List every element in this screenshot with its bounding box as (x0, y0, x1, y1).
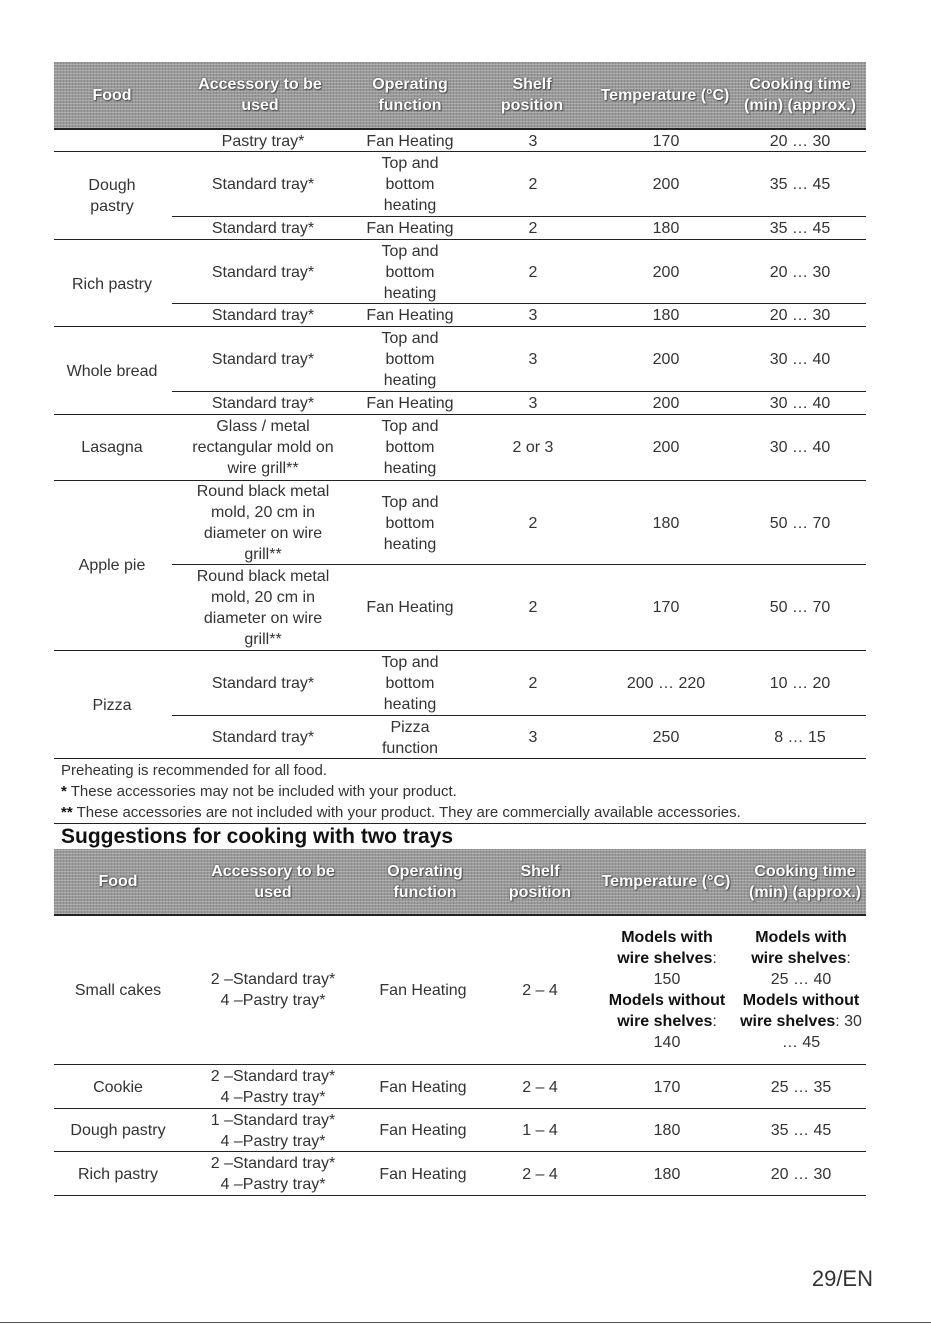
accessory-line: 4 –Pastry tray* (220, 992, 326, 1009)
function-cell: Fan Heating (366, 307, 454, 324)
section-title: Suggestions for cooking with two trays (61, 825, 454, 848)
table1-header-shelf: Shelf position (500, 76, 564, 114)
shelf-cell: 2 (528, 220, 538, 237)
table2-header-shelf: Shelf position (508, 862, 572, 901)
time-cell: 20 … 30 (769, 307, 831, 324)
models-label: Models without wire shelves (740, 992, 860, 1030)
row-divider (172, 391, 866, 392)
row-divider (172, 303, 866, 304)
row-divider (54, 1108, 866, 1109)
shelf-cell: 2 (528, 263, 538, 281)
table2-header (54, 849, 866, 916)
accessory-cell: Round black metal mold, 20 cm in diameter on wire grill** (196, 567, 330, 648)
temperature-cell: 170 (652, 132, 680, 150)
accessory-cell: Standard tray* (211, 176, 315, 193)
time-cell: 25 … 35 (770, 1078, 832, 1096)
shelf-cell: 2 – 4 (522, 1078, 558, 1096)
table1-header-food: Food (92, 86, 132, 104)
accessory-cell (190, 916, 356, 1064)
time-cell: 20 … 30 (769, 263, 831, 281)
food-cell: Dough pastry (88, 177, 136, 215)
function-cell: Pizza function (381, 718, 439, 757)
models-label: Models with wire shelves (617, 929, 713, 967)
function-cell: Fan Heating (366, 220, 454, 237)
note-footnote-double (61, 802, 741, 823)
page-bottom-rule (0, 1322, 931, 1323)
temperature-cell: 200 (652, 263, 680, 281)
accessory-line: 2 –Standard tray* (210, 1155, 336, 1172)
function-cell: Top and bottom heating (381, 493, 439, 553)
time-value: 25 … 40 (770, 971, 832, 988)
accessory-cell (190, 1153, 356, 1195)
table1-header (54, 62, 866, 130)
accessory-cell: Standard tray* (211, 729, 315, 746)
footnote-mark: ** (61, 804, 73, 821)
temperature-value: 140 (653, 1034, 681, 1051)
accessory-line: 1 –Standard tray* (210, 1111, 336, 1129)
footnote-text: These accessories may not be included with your product. (70, 783, 457, 800)
row-divider (54, 1151, 866, 1152)
time-cell: 35 … 45 (770, 1122, 832, 1139)
temperature-cell: 170 (653, 1078, 681, 1096)
time-cell: 30 … 40 (769, 395, 831, 412)
row-divider (54, 650, 866, 651)
row-divider (54, 1195, 866, 1196)
table2-header-cooking-time: Cooking time (min) (approx.) (749, 862, 861, 901)
row-divider (54, 758, 866, 759)
temperature-cell: 180 (653, 1165, 681, 1183)
shelf-cell: 1 – 4 (522, 1122, 558, 1139)
table1-header-temperature: Temperature (°C) (600, 86, 730, 104)
accessory-line: 2 –Standard tray* (210, 1068, 336, 1085)
models-label: Models with wire shelves (751, 929, 847, 967)
row-divider (54, 239, 866, 240)
food-cell: Apple pie (78, 557, 146, 574)
models-label: Models without wire shelves (608, 992, 726, 1030)
note-footnote-single (61, 781, 457, 802)
function-cell: Fan Heating (379, 1165, 467, 1183)
accessory-cell: Standard tray* (211, 395, 315, 412)
shelf-cell: 2 (528, 176, 538, 193)
shelf-cell: 2 (528, 599, 538, 616)
row-divider (54, 151, 866, 152)
temperature-cell: Models with wire shelves: 150 Models without wire shelves: 140 (608, 929, 726, 1051)
accessory-cell: Standard tray* (211, 263, 315, 281)
temperature-cell: 180 (652, 514, 680, 532)
time-cell: 30 … 40 (769, 351, 831, 368)
time-cell: 10 … 20 (769, 675, 831, 692)
food-cell: Pizza (92, 696, 132, 714)
temperature-cell: 200 (652, 176, 680, 193)
temperature-cell: 200 … 220 (626, 675, 706, 692)
time-cell: 35 … 45 (769, 220, 831, 237)
shelf-cell: 3 (528, 132, 538, 150)
row-divider (54, 480, 866, 481)
table2-header-temperature: Temperature (°C) (601, 873, 731, 890)
accessory-line: 4 –Pastry tray* (220, 1089, 326, 1106)
time-cell: Models with wire shelves: 25 … 40 Models without wire shelves: 30 … 45 (740, 929, 862, 1051)
accessory-cell: Standard tray* (211, 220, 315, 237)
time-value: 30 … 45 (781, 1013, 862, 1051)
temperature-cell: 200 (652, 439, 680, 456)
time-cell: 50 … 70 (769, 514, 831, 532)
function-cell: Top and bottom heating (381, 330, 439, 389)
food-cell: Rich pastry (77, 1165, 159, 1183)
food-cell: Whole bread (66, 362, 158, 380)
temperature-cell: 200 (652, 395, 680, 412)
row-divider (54, 326, 866, 327)
function-cell: Top and bottom heating (381, 654, 439, 713)
temperature-cell: 180 (652, 220, 680, 237)
row-divider (54, 414, 866, 415)
temperature-cell: 180 (653, 1122, 681, 1139)
row-divider (172, 216, 866, 217)
page-number: 29/EN (811, 1266, 873, 1291)
function-cell: Fan Heating (366, 395, 454, 412)
shelf-cell: 3 (528, 729, 538, 746)
accessory-line: 2 –Standard tray* (210, 971, 336, 988)
time-cell: 30 … 40 (769, 439, 831, 456)
accessory-cell (190, 1066, 356, 1108)
function-cell: Fan Heating (379, 981, 467, 999)
accessory-cell: Glass / metal rectangular mold on wire grill** (192, 418, 334, 477)
row-divider (54, 1064, 866, 1065)
function-cell: Fan Heating (379, 1078, 467, 1096)
accessory-cell: Standard tray* (211, 351, 315, 368)
accessory-cell: Standard tray* (211, 675, 315, 692)
note-preheating: Preheating is recommended for all food. (61, 762, 327, 779)
time-cell: 50 … 70 (769, 599, 831, 616)
shelf-cell: 2 (528, 675, 538, 692)
table2-header-food: Food (98, 873, 138, 890)
function-cell: Fan Heating (366, 132, 454, 150)
temperature-cell: 200 (652, 351, 680, 368)
time-cell: 8 … 15 (774, 729, 826, 746)
shelf-cell: 2 or 3 (512, 439, 554, 456)
accessory-cell: Standard tray* (211, 307, 315, 324)
shelf-cell: 3 (528, 395, 538, 412)
accessory-cell: Round black metal mold, 20 cm in diameter on wire grill** (196, 483, 330, 563)
accessory-line: 4 –Pastry tray* (220, 1176, 326, 1193)
table2-header-accessory: Accessory to be used (211, 862, 335, 901)
food-cell: Dough pastry (70, 1122, 166, 1139)
table1-header-function: Operating function (372, 76, 448, 114)
food-cell: Lasagna (81, 439, 143, 456)
shelf-cell: 3 (528, 307, 538, 324)
time-cell: 20 … 30 (769, 132, 831, 150)
time-cell: 20 … 30 (770, 1165, 832, 1183)
function-cell: Top and bottom heating (381, 242, 439, 302)
function-cell: Fan Heating (366, 599, 454, 616)
accessory-line: 4 –Pastry tray* (220, 1132, 326, 1150)
notes-divider (54, 823, 866, 824)
accessory-cell (190, 1110, 356, 1151)
food-cell: Small cakes (74, 981, 162, 999)
food-cell: Cookie (93, 1078, 143, 1096)
row-divider (172, 715, 866, 716)
temperature-cell: 170 (652, 599, 680, 616)
function-cell: Top and bottom heating (381, 155, 439, 214)
function-cell: Fan Heating (379, 1122, 467, 1139)
temperature-cell: 250 (652, 729, 680, 746)
shelf-cell: 3 (528, 351, 538, 368)
footnote-text: These accessories are not included with your product. They are commercially available accessories. (76, 804, 741, 821)
shelf-cell: 2 – 4 (522, 981, 558, 999)
table2-header-function: Operating function (387, 862, 463, 901)
shelf-cell: 2 – 4 (522, 1165, 558, 1183)
accessory-cell: Pastry tray* (221, 132, 305, 150)
shelf-cell: 2 (528, 514, 538, 532)
temperature-value: 150 (653, 971, 681, 988)
food-cell: Rich pastry (71, 275, 153, 293)
function-cell: Top and bottom heating (381, 418, 439, 477)
table1-header-accessory: Accessory to be used (198, 76, 322, 114)
time-cell: 35 … 45 (769, 176, 831, 193)
temperature-cell: 180 (652, 307, 680, 324)
footnote-mark: * (61, 783, 67, 800)
table1-header-cooking-time: Cooking time (min) (approx.) (744, 76, 856, 114)
